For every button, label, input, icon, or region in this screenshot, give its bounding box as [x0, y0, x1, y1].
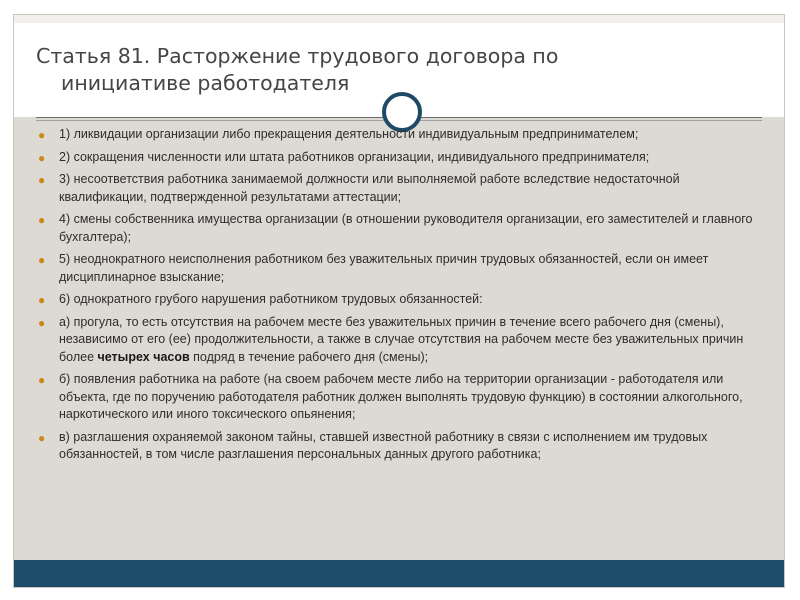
bullet-dot-icon: ● — [38, 315, 46, 330]
list-item-text: 6) однократного грубого нарушения работником трудовых обязанностей: — [59, 292, 483, 306]
list-item — [38, 149, 768, 167]
top-strip — [14, 15, 784, 23]
bullet-dot-icon: ● — [38, 173, 46, 187]
list-item-text: б) появления работника на работе (на своем рабочем месте либо на территории организации - работодателя или объекта, где по поручению работодателя работник должен выполнять трудовую функцию) в состоянии алкогольного, наркотического или иного токсического опьянения; — [59, 372, 743, 421]
slide — [13, 14, 785, 588]
list-item-text-part: а) прогула, то есть отсутствия на рабочем месте без уважительных причин в течение всего рабочего дня (смены), независимо от его (ее) продолжительности, а также в случае отсутствия на рабочем месте без уважительных причин более — [59, 314, 744, 364]
emphasized-text: четырех часов — [97, 349, 190, 364]
list-item-text: 5) неоднократного неисполнения работником без уважительных причин трудовых обязанностей, если он имеет дисциплинарное взыскание; — [59, 252, 709, 284]
bullet-dot-icon: ● — [38, 150, 46, 165]
bullet-dot-icon: ● — [38, 213, 46, 227]
list-item — [38, 291, 768, 309]
list-item — [38, 126, 768, 144]
bullet-dot-icon: ● — [38, 128, 46, 142]
list-item-text: 1) ликвидации организации либо прекращения деятельности индивидуальным предпринимателем; — [59, 127, 639, 141]
list-item-text: 4) смены собственника имущества организации (в отношении руководителя организации, его заместителей и главного бухгалтера); — [59, 212, 753, 244]
list-item-text — [59, 315, 743, 364]
list-item-text: 2) сокращения численности или штата работников организации, индивидуального предпринимателя; — [59, 149, 650, 164]
list-item — [38, 251, 768, 286]
list-item — [38, 314, 768, 367]
article-items-list — [38, 126, 768, 469]
bullet-dot-icon: ● — [38, 293, 46, 307]
bullet-dot-icon: ● — [38, 373, 46, 387]
title-line-2: инициативе работодателя — [61, 71, 350, 95]
list-item-text-part: подряд в течение рабочего дня (смены); — [189, 349, 429, 364]
list-item — [38, 429, 768, 464]
list-item — [38, 371, 768, 424]
bullet-dot-icon: ● — [38, 430, 46, 445]
list-item — [38, 211, 768, 246]
bullet-dot-icon: ● — [38, 253, 46, 267]
list-item-text: в) разглашения охраняемой законом тайны, ставшей известной работнику в связи с исполнением им трудовых обязанностей, в том числе разглашения персональных данных другого работника; — [59, 429, 708, 461]
list-item — [38, 171, 768, 206]
title-line-1: Статья 81. Расторжение трудового договора по — [36, 44, 559, 68]
list-item-text: 3) несоответствия работника занимаемой должности или выполняемой работе вследствие недостаточной квалификации, подтвержденной результатами аттестации; — [59, 172, 680, 204]
slide-title — [36, 43, 736, 97]
footer-bar — [14, 560, 784, 587]
